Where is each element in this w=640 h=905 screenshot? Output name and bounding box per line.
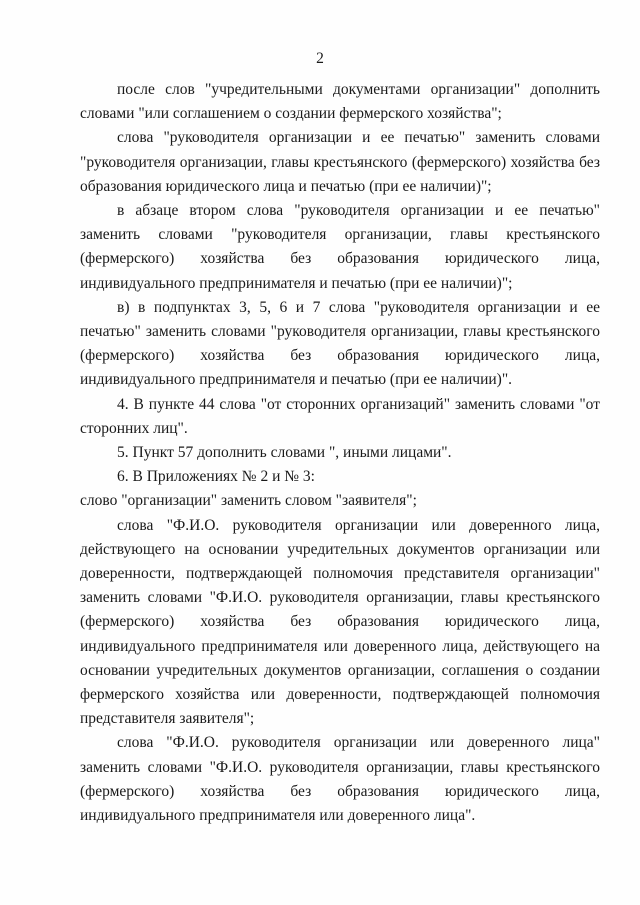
document-body [80,78,600,828]
paragraph-9: слова "Ф.И.О. руководителя организации или доверенного лица, действующего на основании учредительных документов организации или доверенности, подтверждающей полномочия представителя организации" заменить словами "Ф.И.О. руководителя организации, главы крестьянского (фермерского) хозяйства без образования юридического лица, индивидуального предпринимателя или доверенного лица, действующего на основании учредительных документов организации, соглашения о создании фермерского хозяйства или доверенности, подтверждающей полномочия представителя заявителя"; [80,516,600,728]
paragraph-5: 4. В пункте 44 слова "от сторонних организаций" заменить словами "от сторонних лиц". [80,395,600,437]
paragraph-10: слова "Ф.И.О. руководителя организации или доверенного лица" заменить словами "Ф.И.О. руководителя организации, главы крестьянского (фермерского) хозяйства без образования юридического лица, индивидуального предпринимателя или доверенного лица". [80,734,600,825]
paragraph-4: в) в подпунктах 3, 5, 6 и 7 слова "руководителя организации и ее печатью" заменить словами "руководителя организации, главы крестьянского (фермерского) хозяйства без образования юридического лица, индивидуального предпринимателя и печатью (при ее наличии)". [80,298,600,389]
paragraph-8: слово "организации" заменить словом "заявителя"; [80,492,417,510]
paragraph-2: слова "руководителя организации и ее печатью" заменить словами "руководителя организации, главы крестьянского (фермерского) хозяйства без образования юридического лица и печатью (при ее наличии)"; [80,129,600,195]
paragraph-7: 6. В Приложениях № 2 и № 3: [117,468,315,486]
paragraph-1: после слов "учредительными документами организации" дополнить словами "или соглашением о создании фермерского хозяйства"; [80,81,600,123]
paragraph-6: 5. Пункт 57 дополнить словами ", иными лицами". [117,444,452,462]
page-number: 2 [316,50,324,67]
paragraph-3: в абзаце втором слова "руководителя организации и ее печатью" заменить словами "руководителя организации, главы крестьянского (фермерского) хозяйства без образования юридического лица, индивидуального предпринимателя и печатью (при ее наличии)"; [80,202,600,292]
